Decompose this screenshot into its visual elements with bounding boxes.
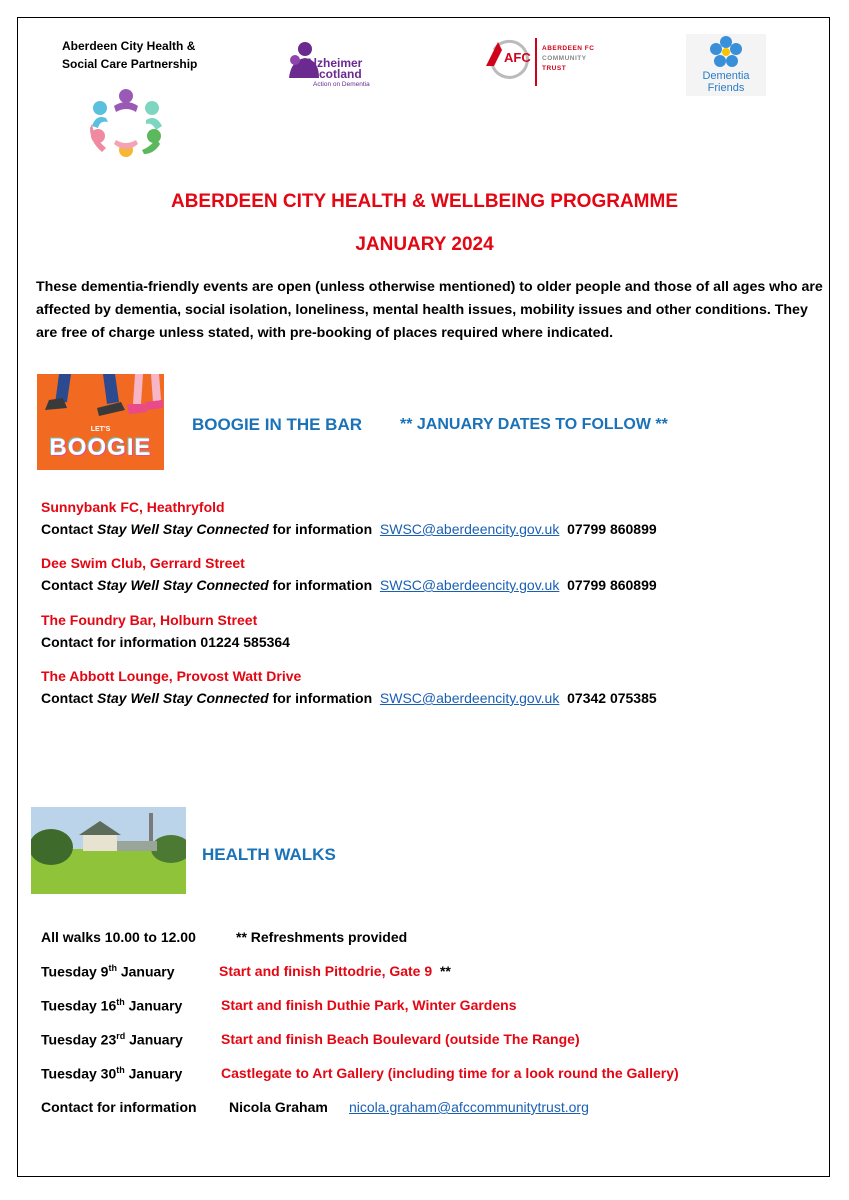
boogie-title: BOOGIE IN THE BAR [192,415,363,434]
venue-foundry-bar: The Foundry Bar, Holburn Street Contact for information 01224 585364 [41,612,290,650]
page-title: ABERDEEN CITY HEALTH & WELLBEING PROGRAMME [170,191,679,212]
partnership-name: Aberdeen City Health & Social Care Partnership [62,39,198,71]
walks-time: All walks 10.00 to 12.00 ** Refreshments provided [41,929,408,945]
afc-community-trust-logo: AFC ABERDEEN FC COMMUNITY TRUST [480,36,600,90]
intro-paragraph: These dementia-friendly events are open (unless otherwise mentioned) to older people and those of all ages who are affected by dementia, social isolation, loneliness, mental health issues, mobility issues and other conditions. They are free of charge unless stated, with pre-booking of places required where indicated. [36,279,823,341]
dancing-legs-icon [37,374,164,434]
boogie-note: ** JANUARY DATES TO FOLLOW ** [400,416,668,433]
forget-me-not-icon [710,36,742,68]
walks-contact: Contact for information Nicola Graham nicola.graham@afccommunitytrust.org [41,1099,589,1115]
walk-item: Tuesday 9th January Start and finish Pittodrie, Gate 9 ** [41,963,451,980]
page-subtitle: JANUARY 2024 [355,234,494,255]
walk-item: Tuesday 23rd January Start and finish Beach Boulevard (outside The Range) [41,1031,580,1048]
walk-item: Tuesday 30th January Castlegate to Art Gallery (including time for a look round the Gallery) [41,1065,679,1082]
venue-abbott-lounge: The Abbott Lounge, Provost Watt Drive Contact Stay Well Stay Connected for information SWSC@aberdeencity.gov.uk 07342 075385 [41,668,657,706]
partnership-logo [86,84,166,162]
nicola-email-link[interactable]: nicola.graham@afccommunitytrust.org [349,1099,589,1115]
swsc-email-link[interactable]: SWSC@aberdeencity.gov.uk [379,521,560,537]
alzheimer-scotland-logo: Alzheimer Scotland Action on Dementia [283,40,383,88]
walks-title: HEALTH WALKS [202,845,336,864]
swsc-email-link[interactable]: SWSC@aberdeencity.gov.uk [379,577,560,593]
walk-item: Tuesday 16th January Start and finish Duthie Park, Winter Gardens [41,997,517,1014]
venue-sunnybank: Sunnybank FC, Heathryfold Contact Stay Well Stay Connected for information SWSC@aberdeencity.gov.uk 07799 860899 [41,499,657,537]
dementia-friends-logo: Dementia Friends [686,34,766,96]
venue-dee-swim-club: Dee Swim Club, Gerrard Street Contact Stay Well Stay Connected for information SWSC@aberdeencity.gov.uk 07799 860899 [41,555,657,593]
boogie-image: LET'S BOOGIE [37,374,164,470]
park-photo [31,807,186,894]
swsc-email-link[interactable]: SWSC@aberdeencity.gov.uk [379,690,560,706]
